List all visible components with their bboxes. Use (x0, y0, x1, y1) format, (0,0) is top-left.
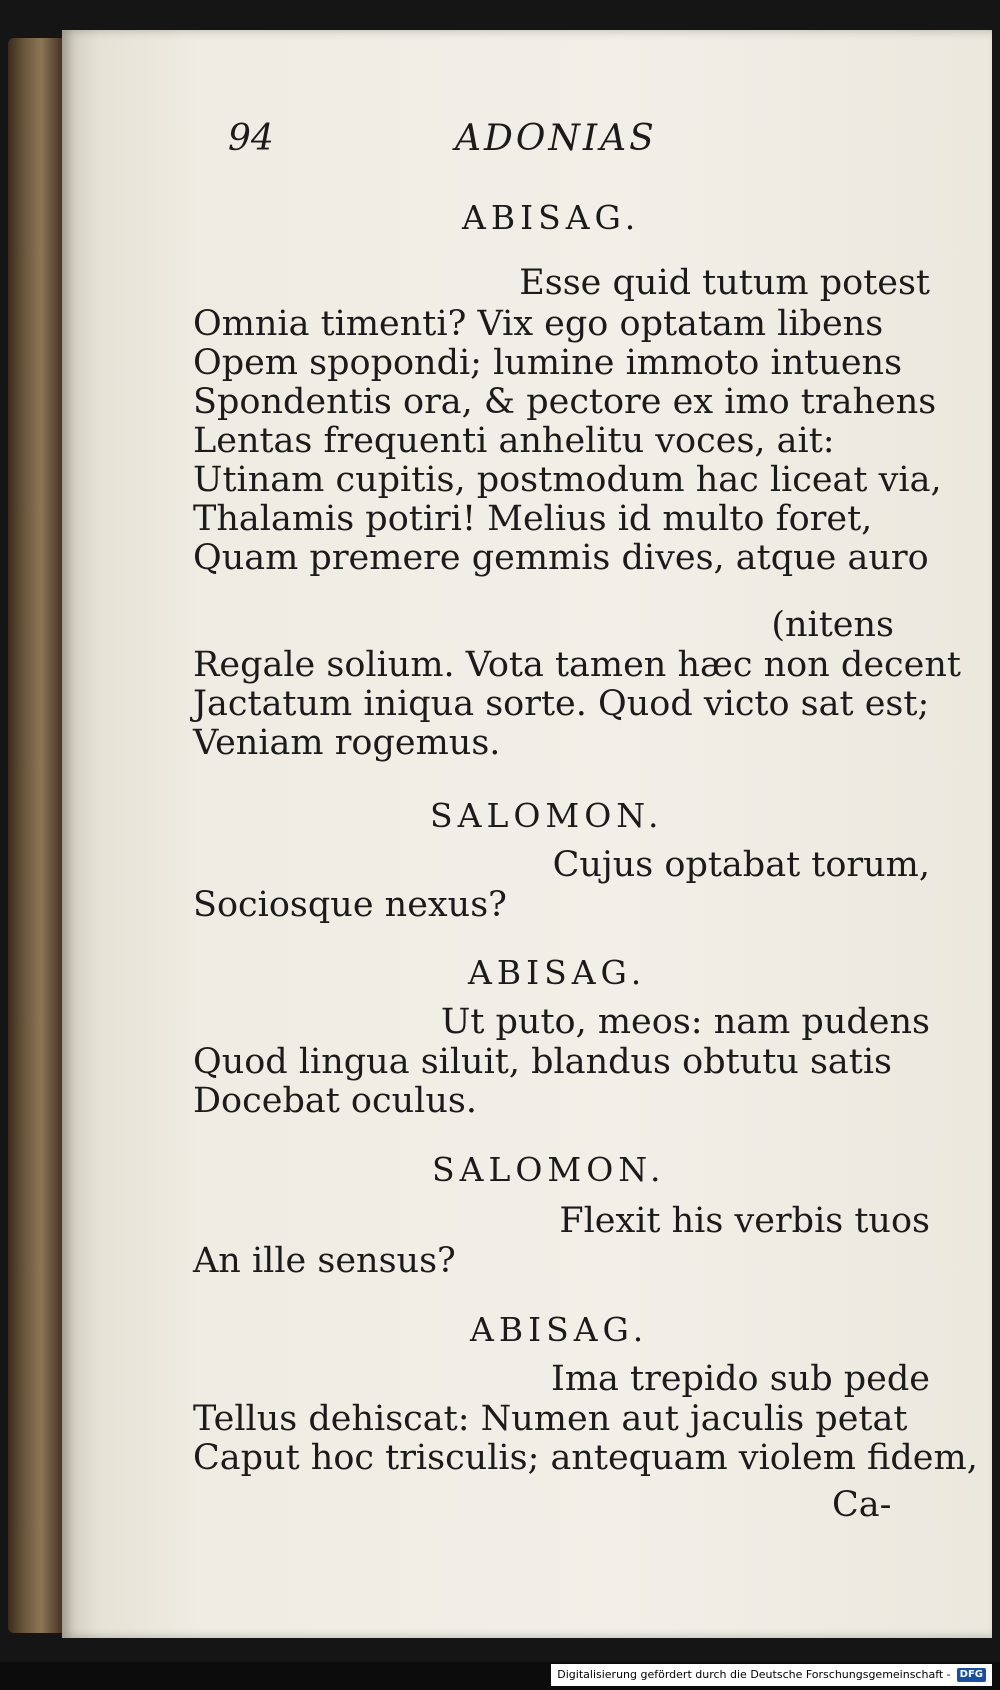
verse-group-3 (193, 886, 507, 925)
footer-text: Digitalisierung gefördert durch die Deutsche Forschungsgemeinschaft - (557, 1668, 951, 1681)
verse-group-4 (193, 1043, 892, 1121)
verse-line: Caput hoc trisculis; antequam violem fidem, (193, 1438, 978, 1478)
speaker-salomon-1: SALOMON. (430, 796, 664, 835)
verse-line: Cujus optabat torum, (552, 845, 930, 885)
running-head: ADONIAS (455, 118, 657, 159)
verse-line: Jactatum iniqua sorte. Quod victo sat est; (193, 684, 930, 724)
verse-line: Ima trepido sub pede (551, 1359, 930, 1399)
verse-turnover: (nitens (771, 605, 894, 645)
verse-line: Docebat oculus. (193, 1081, 477, 1121)
verse-line: Esse quid tutum potest (519, 263, 930, 303)
speaker-abisag-3: ABISAG. (470, 1310, 649, 1349)
verse-line: Flexit his verbis tuos (559, 1201, 930, 1241)
speaker-salomon-2: SALOMON. (432, 1150, 666, 1189)
verse-line: Omnia timenti? Vix ego optatam libens (193, 304, 884, 344)
verse-group-2 (193, 646, 961, 763)
verse-group-1 (193, 305, 942, 578)
verse-line: Sociosque nexus? (193, 885, 507, 925)
dfg-logo-icon: DFG (957, 1668, 986, 1682)
speaker-abisag-1: ABISAG. (462, 198, 641, 237)
verse-line: Utinam cupitis, postmodum hac liceat via, (193, 460, 942, 500)
verse-line: Regale solium. Vota tamen hæc non decent (193, 645, 961, 685)
verse-line: Ut puto, meos: nam pudens (440, 1002, 930, 1042)
digitization-footer (551, 1664, 992, 1686)
catchword: Ca- (832, 1485, 892, 1525)
verse-line: Lentas frequenti anhelitu voces, ait: (193, 421, 835, 461)
verse-line: Opem spopondi; lumine immoto intuens (193, 343, 903, 383)
verse-group-6 (193, 1400, 978, 1478)
verse-group-5 (193, 1242, 456, 1281)
speaker-abisag-2: ABISAG. (468, 953, 647, 992)
verse-line: Quod lingua siluit, blandus obtutu satis (193, 1042, 893, 1082)
page-number: 94 (228, 118, 274, 159)
verse-line: Quam premere gemmis dives, atque auro (193, 538, 929, 578)
verse-line: Spondentis ora, & pectore ex imo trahens (193, 382, 937, 422)
verse-line: An ille sensus? (193, 1241, 456, 1281)
verse-line: Veniam rogemus. (193, 723, 501, 763)
verse-line: Thalamis potiri! Melius id multo foret, (193, 499, 873, 539)
verse-line: Tellus dehiscat: Numen aut jaculis petat (193, 1399, 908, 1439)
book-spine (8, 38, 68, 1633)
